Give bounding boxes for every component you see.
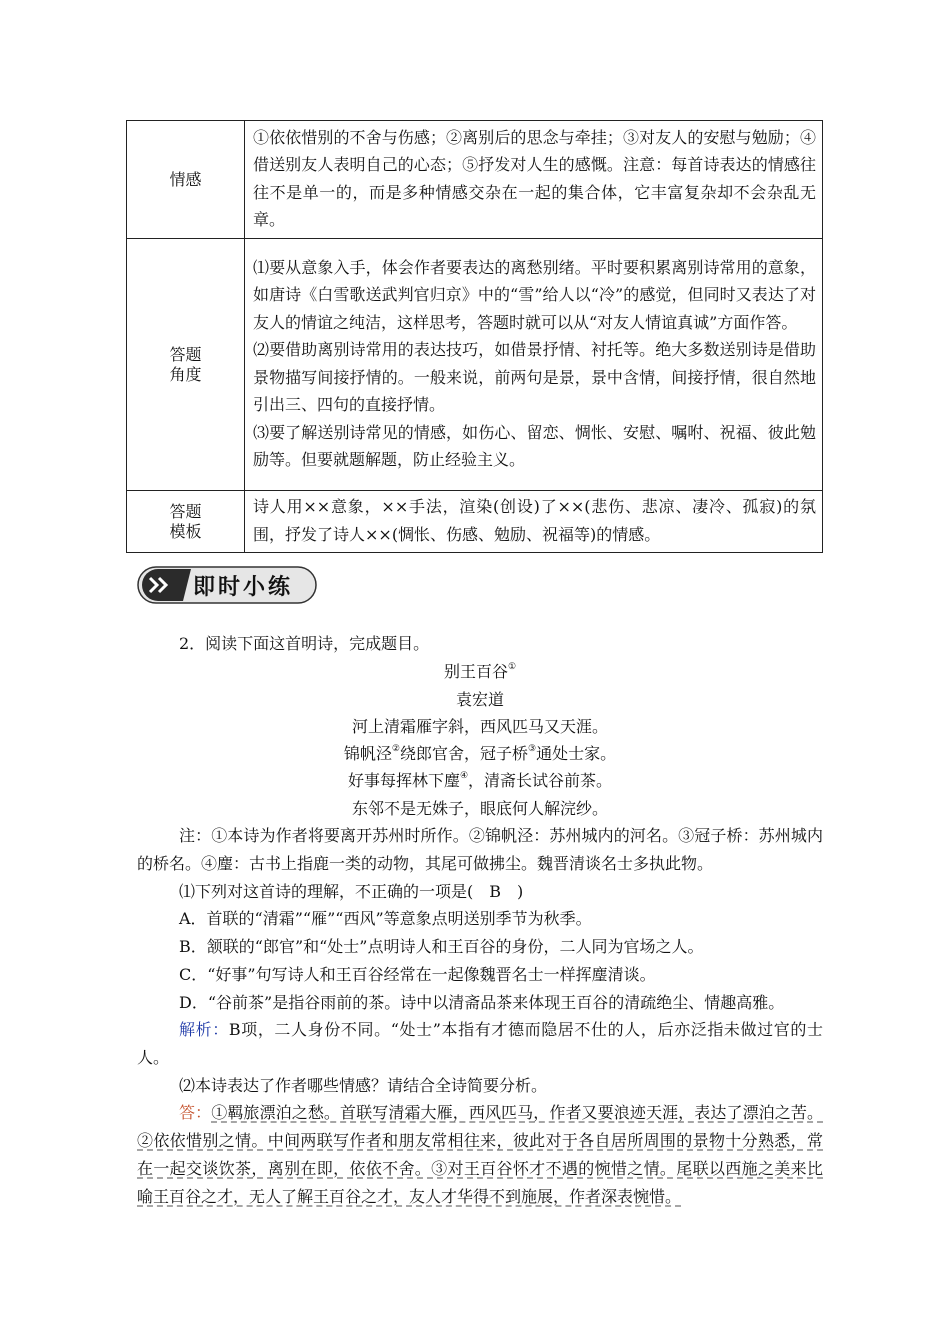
row-content-angle: ⑴要从意象入手，体会作者要表达的离愁别绪。平时要积累离别诗常用的意象，如唐诗《白雪歌送武判官归京》中的“雪”给人以“冷”的感觉，但同时又表达了对友人的情谊之纯洁，这样思考，答题时就可以从“对友人情谊真诚”方面作答。 ⑵要借助离别诗常用的表达技巧，如借景抒情、衬托等。绝大多数送别诗是借助景物描写间接抒情的。一般来说，前两句是景，景中含情，间接抒情，很自然地引出三、四句的直接抒情。 ⑶要了解送别诗常见的情感，如伤心、留恋、惆怅、安慰、嘱咐、祝福、彼此勉励等。但要就题解题，防止经验主义。 bbox=[245, 239, 823, 491]
poem-line-1: 河上清霜雁字斜，西风匹马又天涯。 bbox=[351, 717, 608, 736]
q2-answer: 答：①羁旅漂泊之愁。首联写清霜大雁，西风匹马，作者又要浪迹天涯，表达了漂泊之苦。②依依惜别之情。中间两联写作者和朋友常相往来，彼此对于各自居所周围的景物十分熟悉，常在一起交谈饮茶，离别在即，依依不舍。③对王百谷怀才不遇的惋惜之情。尾联以西施之美来比喻王百谷之才，无人了解王百谷之才，友人才华得不到施展，作者深表惋惜。 bbox=[137, 1103, 823, 1206]
q1-option-d: D．“谷前茶”是指谷雨前的茶。诗中以清斋品茶来体现王百谷的清疏绝尘、情趣高雅。 bbox=[179, 993, 785, 1012]
poem-line-2: 锦帆泾②绕郎官舍，冠子桥③通处士家。 bbox=[343, 743, 617, 763]
row-header-emotion: 情感 bbox=[127, 121, 245, 239]
answer-label: 答： bbox=[179, 1103, 212, 1122]
question-intro: 2．阅读下面这首明诗，完成题目。 bbox=[179, 634, 430, 653]
row-header-angle: 答题 角度 bbox=[127, 239, 245, 491]
section-title: 即时小练 bbox=[193, 575, 294, 600]
q1-option-a: A．首联的“清霜”“雁”“西风”等意象点明送别季节为秋季。 bbox=[179, 909, 592, 928]
answer-strategy-table bbox=[126, 120, 823, 553]
q1-analysis: 解析：B项，二人身份不同。“处士”本指有才德而隐居不仕的人，后亦泛指未做过官的士人。 bbox=[137, 1020, 823, 1067]
section-banner bbox=[137, 566, 317, 604]
q1-stem: ⑴下列对这首诗的理解，不正确的一项是( B ) bbox=[179, 882, 524, 901]
poem-title: 别王百谷① bbox=[443, 661, 517, 681]
table-row bbox=[127, 491, 823, 553]
poem-line-4: 东邻不是无姝子，眼底何人解浣纱。 bbox=[351, 799, 608, 818]
analysis-label: 解析： bbox=[179, 1020, 229, 1039]
poem-notes: 注：①本诗为作者将要离开苏州时所作。②锦帆泾：苏州城内的河名。③冠子桥：苏州城内的桥名。④麈：古书上指鹿一类的动物，其尾可做拂尘。魏晋清谈名士多执此物。 bbox=[137, 826, 823, 873]
q2-stem: ⑵本诗表达了作者哪些情感？请结合全诗简要分析。 bbox=[179, 1076, 548, 1095]
table-row bbox=[127, 239, 823, 491]
poem-author: 袁宏道 bbox=[455, 690, 504, 709]
poem-line-3: 好事每挥林下麈④，清斋长试谷前茶。 bbox=[347, 770, 613, 790]
q1-option-c: C．“好事”句写诗人和王百谷经常在一起像魏晋名士一样挥麈清谈。 bbox=[179, 965, 656, 984]
row-content-template: 诗人用××意象，××手法，渲染(创设)了××(悲伤、悲凉、凄冷、孤寂)的氛围，抒发了诗人××(惆怅、伤感、勉励、祝福等)的情感。 bbox=[245, 491, 823, 553]
row-header-template: 答题 模板 bbox=[127, 491, 245, 553]
table-row bbox=[127, 121, 823, 239]
q1-option-b: B．颔联的“郎官”和“处士”点明诗人和王百谷的身份，二人同为官场之人。 bbox=[179, 937, 704, 956]
row-content-emotion: ①依依惜别的不舍与伤感；②离别后的思念与牵挂；③对友人的安慰与勉励；④借送别友人表明自己的心态；⑤抒发对人生的感慨。注意：每首诗表达的情感往往不是单一的，而是多种情感交杂在一起的集合体，它丰富复杂却不会杂乱无章。 bbox=[245, 121, 823, 239]
